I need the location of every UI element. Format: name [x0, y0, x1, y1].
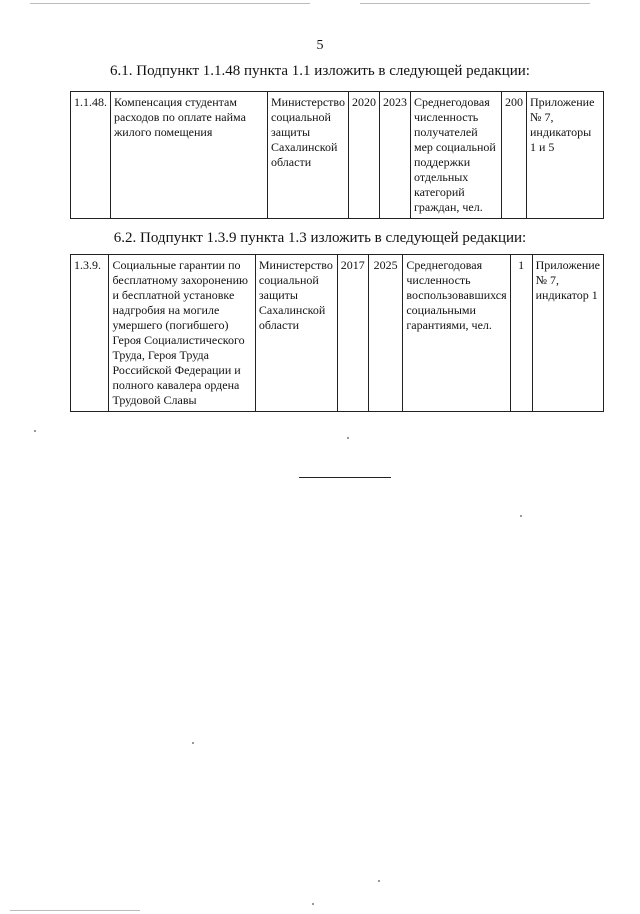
scan-speck — [520, 515, 522, 517]
scan-edge-line — [360, 3, 590, 4]
item-year-start: 2017 — [337, 255, 368, 412]
item-name: Компенсация студентам расходов по оплате найма жилого помещения — [111, 92, 268, 219]
amendment-table — [70, 254, 604, 412]
item-appendix: Приложение № 7, индикаторы 1 и 5 — [527, 92, 604, 219]
item-indicator: Среднегодовая численность получателей мер социальной поддержки отдельных категорий граждан, чел. — [411, 92, 502, 219]
item-executor: Министерство социальной защиты Сахалинской области — [268, 92, 349, 219]
item-year-end: 2025 — [368, 255, 403, 412]
table-row — [71, 92, 604, 219]
item-year-start: 2020 — [349, 92, 380, 219]
scan-speck — [192, 742, 194, 744]
item-value: 200 — [502, 92, 527, 219]
item-indicator: Среднегодовая численность воспользовавшихся социальными гарантиями, чел. — [403, 255, 510, 412]
item-code: 1.1.48. — [71, 92, 111, 219]
item-appendix: Приложение № 7, индикатор 1 — [532, 255, 603, 412]
item-name: Социальные гарантии по бесплатному захоронению и бесплатной установке надгробия на могиле умершего (погибшего) Героя Социалистического Труда, Героя Труда Российской Федерации и полного кавалера ордена Трудовой Славы — [109, 255, 255, 412]
scan-speck — [347, 437, 349, 439]
scan-speck — [312, 903, 314, 905]
section-heading: 6.2. Подпункт 1.3.9 пункта 1.3 изложить в следующей редакции: — [113, 230, 527, 246]
scan-speck — [378, 880, 380, 882]
item-code: 1.3.9. — [71, 255, 109, 412]
table-row — [71, 255, 604, 412]
scan-speck — [34, 430, 36, 432]
item-value: 1 — [510, 255, 532, 412]
page-number: 5 — [316, 38, 324, 53]
item-executor: Министерство социальной защиты Сахалинской области — [255, 255, 337, 412]
amendment-table — [70, 91, 604, 219]
item-year-end: 2023 — [380, 92, 411, 219]
section-heading: 6.1. Подпункт 1.1.48 пункта 1.1 изложить в следующей редакции: — [110, 63, 530, 79]
scan-edge-line — [30, 3, 310, 4]
closing-separator-line — [299, 477, 391, 478]
scan-edge-line — [10, 910, 140, 911]
